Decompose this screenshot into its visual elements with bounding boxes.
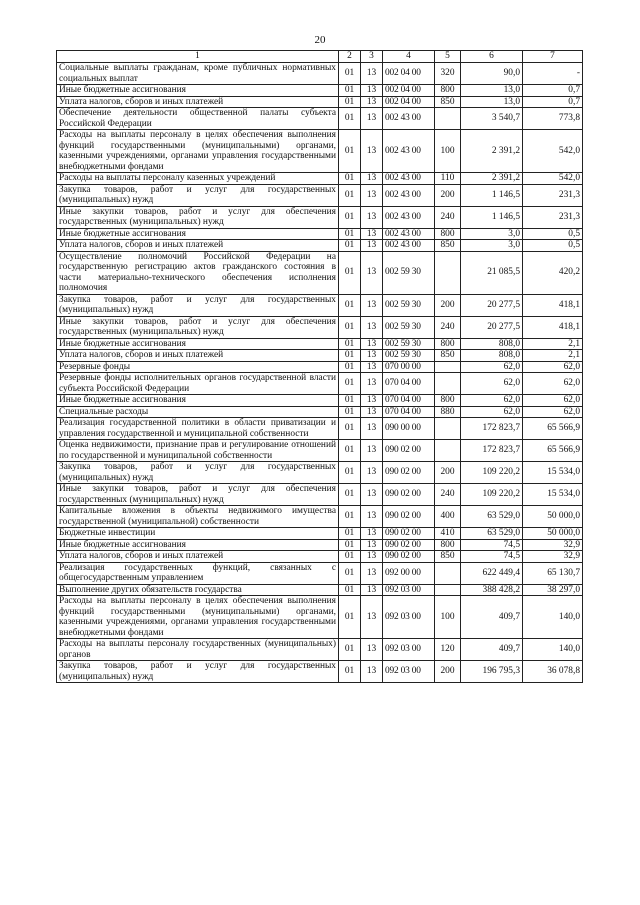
expense-type-code: 110 bbox=[435, 173, 461, 185]
subsection-code: 13 bbox=[361, 406, 383, 418]
amount-col7: 50 000,0 bbox=[523, 506, 583, 528]
section-code: 01 bbox=[339, 63, 361, 85]
row-name: Уплата налогов, сборов и иных платежей bbox=[57, 240, 339, 252]
target-article-code: 002 43 00 bbox=[383, 228, 435, 240]
section-code: 01 bbox=[339, 184, 361, 206]
table-row bbox=[57, 338, 583, 350]
amount-col6: 13,0 bbox=[461, 85, 523, 97]
amount-col7: 773,8 bbox=[523, 108, 583, 130]
row-name: Оценка недвижимости, признание прав и регулирование отношений по государственной и муниципальной собственности bbox=[57, 440, 339, 462]
table-row bbox=[57, 406, 583, 418]
section-code: 01 bbox=[339, 528, 361, 540]
section-code: 01 bbox=[339, 361, 361, 373]
row-name: Резервные фонды исполнительных органов государственной власти субъекта Российской Федерации bbox=[57, 373, 339, 395]
subsection-code: 13 bbox=[361, 130, 383, 173]
row-name: Иные бюджетные ассигнования bbox=[57, 395, 339, 407]
row-name: Бюджетные инвестиции bbox=[57, 528, 339, 540]
row-name: Уплата налогов, сборов и иных платежей bbox=[57, 551, 339, 563]
subsection-code: 13 bbox=[361, 338, 383, 350]
amount-col7: 140,0 bbox=[523, 639, 583, 661]
subsection-code: 13 bbox=[361, 294, 383, 316]
section-code: 01 bbox=[339, 206, 361, 228]
row-name: Расходы на выплаты персоналу в целях обеспечения выполнения функций государственными (муниципальными) органами, казенными учреждениями, органами управления государственными внебюджетными фондами bbox=[57, 596, 339, 639]
expense-type-code bbox=[435, 584, 461, 596]
expense-type-code: 100 bbox=[435, 130, 461, 173]
subsection-code: 13 bbox=[361, 551, 383, 563]
amount-col7: 65 566,9 bbox=[523, 440, 583, 462]
amount-col6: 1 146,5 bbox=[461, 184, 523, 206]
section-code: 01 bbox=[339, 228, 361, 240]
section-code: 01 bbox=[339, 584, 361, 596]
expense-type-code bbox=[435, 562, 461, 584]
row-name: Социальные выплаты гражданам, кроме публичных нормативных социальных выплат bbox=[57, 63, 339, 85]
target-article-code: 090 02 00 bbox=[383, 506, 435, 528]
section-code: 01 bbox=[339, 96, 361, 108]
section-code: 01 bbox=[339, 506, 361, 528]
amount-col6: 62,0 bbox=[461, 361, 523, 373]
target-article-code: 090 02 00 bbox=[383, 462, 435, 484]
expense-type-code: 240 bbox=[435, 316, 461, 338]
amount-col6: 409,7 bbox=[461, 639, 523, 661]
target-article-code: 090 02 00 bbox=[383, 539, 435, 551]
row-name: Выполнение других обязательств государства bbox=[57, 584, 339, 596]
column-header: 4 bbox=[383, 51, 435, 63]
expense-type-code: 850 bbox=[435, 350, 461, 362]
table-row bbox=[57, 395, 583, 407]
row-name: Специальные расходы bbox=[57, 406, 339, 418]
section-code: 01 bbox=[339, 373, 361, 395]
amount-col6: 388 428,2 bbox=[461, 584, 523, 596]
amount-col7: 15 534,0 bbox=[523, 484, 583, 506]
amount-col6: 409,7 bbox=[461, 596, 523, 639]
section-code: 01 bbox=[339, 539, 361, 551]
amount-col6: 622 449,4 bbox=[461, 562, 523, 584]
expense-type-code: 880 bbox=[435, 406, 461, 418]
target-article-code: 002 04 00 bbox=[383, 96, 435, 108]
target-article-code: 090 02 00 bbox=[383, 440, 435, 462]
table-row bbox=[57, 85, 583, 97]
section-code: 01 bbox=[339, 484, 361, 506]
subsection-code: 13 bbox=[361, 596, 383, 639]
target-article-code: 002 04 00 bbox=[383, 63, 435, 85]
amount-col6: 172 823,7 bbox=[461, 440, 523, 462]
expense-type-code: 200 bbox=[435, 462, 461, 484]
subsection-code: 13 bbox=[361, 506, 383, 528]
amount-col6: 20 277,5 bbox=[461, 294, 523, 316]
expense-type-code: 850 bbox=[435, 551, 461, 563]
section-code: 01 bbox=[339, 395, 361, 407]
table-row bbox=[57, 506, 583, 528]
section-code: 01 bbox=[339, 130, 361, 173]
amount-col6: 172 823,7 bbox=[461, 418, 523, 440]
table-row bbox=[57, 373, 583, 395]
section-code: 01 bbox=[339, 551, 361, 563]
subsection-code: 13 bbox=[361, 63, 383, 85]
table-row bbox=[57, 130, 583, 173]
target-article-code: 092 03 00 bbox=[383, 584, 435, 596]
section-code: 01 bbox=[339, 440, 361, 462]
row-name: Расходы на выплаты персоналу казенных учреждений bbox=[57, 173, 339, 185]
table-row bbox=[57, 551, 583, 563]
amount-col7: 62,0 bbox=[523, 395, 583, 407]
expense-type-code: 400 bbox=[435, 506, 461, 528]
table-row bbox=[57, 418, 583, 440]
target-article-code: 002 59 30 bbox=[383, 316, 435, 338]
section-code: 01 bbox=[339, 251, 361, 294]
amount-col7: 2,1 bbox=[523, 350, 583, 362]
table-header-row bbox=[57, 51, 583, 63]
expense-type-code: 200 bbox=[435, 184, 461, 206]
amount-col7: 50 000,0 bbox=[523, 528, 583, 540]
subsection-code: 13 bbox=[361, 184, 383, 206]
row-name: Иные бюджетные ассигнования bbox=[57, 338, 339, 350]
amount-col6: 63 529,0 bbox=[461, 528, 523, 540]
expense-type-code: 240 bbox=[435, 484, 461, 506]
target-article-code: 090 02 00 bbox=[383, 528, 435, 540]
row-name: Иные бюджетные ассигнования bbox=[57, 85, 339, 97]
table-row bbox=[57, 228, 583, 240]
target-article-code: 092 03 00 bbox=[383, 661, 435, 683]
expense-type-code bbox=[435, 418, 461, 440]
amount-col6: 808,0 bbox=[461, 338, 523, 350]
table-row bbox=[57, 316, 583, 338]
table-row bbox=[57, 184, 583, 206]
table-row bbox=[57, 96, 583, 108]
subsection-code: 13 bbox=[361, 251, 383, 294]
column-header: 6 bbox=[461, 51, 523, 63]
subsection-code: 13 bbox=[361, 661, 383, 683]
column-header: 5 bbox=[435, 51, 461, 63]
amount-col7: 140,0 bbox=[523, 596, 583, 639]
target-article-code: 070 04 00 bbox=[383, 395, 435, 407]
amount-col7: 38 297,0 bbox=[523, 584, 583, 596]
subsection-code: 13 bbox=[361, 539, 383, 551]
section-code: 01 bbox=[339, 661, 361, 683]
target-article-code: 090 02 00 bbox=[383, 551, 435, 563]
table-row bbox=[57, 108, 583, 130]
column-header: 2 bbox=[339, 51, 361, 63]
table-row bbox=[57, 240, 583, 252]
subsection-code: 13 bbox=[361, 206, 383, 228]
row-name: Резервные фонды bbox=[57, 361, 339, 373]
target-article-code: 070 00 00 bbox=[383, 361, 435, 373]
expense-type-code: 200 bbox=[435, 661, 461, 683]
section-code: 01 bbox=[339, 462, 361, 484]
table-row bbox=[57, 462, 583, 484]
row-name: Уплата налогов, сборов и иных платежей bbox=[57, 350, 339, 362]
row-name: Расходы на выплаты персоналу в целях обеспечения выполнения функций государственными (муниципальными) органами, казенными учреждениями, органами управления государственными внебюджетными фондами bbox=[57, 130, 339, 173]
target-article-code: 092 00 00 bbox=[383, 562, 435, 584]
table-row bbox=[57, 350, 583, 362]
row-name: Закупка товаров, работ и услуг для государственных (муниципальных) нужд bbox=[57, 184, 339, 206]
row-name: Капитальные вложения в объекты недвижимого имущества государственной (муниципальной) собственности bbox=[57, 506, 339, 528]
amount-col7: 0,5 bbox=[523, 240, 583, 252]
amount-col7: 418,1 bbox=[523, 316, 583, 338]
table-row bbox=[57, 173, 583, 185]
amount-col6: 196 795,3 bbox=[461, 661, 523, 683]
table-row bbox=[57, 639, 583, 661]
amount-col7: 32,9 bbox=[523, 551, 583, 563]
section-code: 01 bbox=[339, 240, 361, 252]
expense-type-code: 100 bbox=[435, 596, 461, 639]
amount-col7: 62,0 bbox=[523, 361, 583, 373]
row-name: Иные закупки товаров, работ и услуг для обеспечения государственных (муниципальных) нужд bbox=[57, 316, 339, 338]
subsection-code: 13 bbox=[361, 440, 383, 462]
expense-type-code: 800 bbox=[435, 338, 461, 350]
amount-col6: 808,0 bbox=[461, 350, 523, 362]
subsection-code: 13 bbox=[361, 373, 383, 395]
amount-col7: 542,0 bbox=[523, 130, 583, 173]
amount-col6: 21 085,5 bbox=[461, 251, 523, 294]
amount-col6: 63 529,0 bbox=[461, 506, 523, 528]
amount-col7: 62,0 bbox=[523, 373, 583, 395]
subsection-code: 13 bbox=[361, 484, 383, 506]
target-article-code: 070 04 00 bbox=[383, 406, 435, 418]
amount-col7: 2,1 bbox=[523, 338, 583, 350]
column-header: 7 bbox=[523, 51, 583, 63]
target-article-code: 002 43 00 bbox=[383, 173, 435, 185]
amount-col7: 542,0 bbox=[523, 173, 583, 185]
expense-type-code bbox=[435, 251, 461, 294]
amount-col6: 13,0 bbox=[461, 96, 523, 108]
table-row bbox=[57, 596, 583, 639]
amount-col6: 3 540,7 bbox=[461, 108, 523, 130]
expense-type-code: 200 bbox=[435, 294, 461, 316]
amount-col6: 1 146,5 bbox=[461, 206, 523, 228]
table-row bbox=[57, 484, 583, 506]
target-article-code: 002 43 00 bbox=[383, 206, 435, 228]
amount-col6: 90,0 bbox=[461, 63, 523, 85]
subsection-code: 13 bbox=[361, 462, 383, 484]
row-name: Уплата налогов, сборов и иных платежей bbox=[57, 96, 339, 108]
subsection-code: 13 bbox=[361, 584, 383, 596]
subsection-code: 13 bbox=[361, 96, 383, 108]
subsection-code: 13 bbox=[361, 562, 383, 584]
amount-col6: 2 391,2 bbox=[461, 173, 523, 185]
target-article-code: 002 59 30 bbox=[383, 294, 435, 316]
expense-type-code: 320 bbox=[435, 63, 461, 85]
expense-type-code: 800 bbox=[435, 228, 461, 240]
expense-type-code bbox=[435, 361, 461, 373]
target-article-code: 002 43 00 bbox=[383, 240, 435, 252]
section-code: 01 bbox=[339, 418, 361, 440]
target-article-code: 002 59 30 bbox=[383, 338, 435, 350]
subsection-code: 13 bbox=[361, 240, 383, 252]
section-code: 01 bbox=[339, 294, 361, 316]
amount-col6: 62,0 bbox=[461, 373, 523, 395]
expense-type-code bbox=[435, 373, 461, 395]
amount-col7: - bbox=[523, 63, 583, 85]
row-name: Иные бюджетные ассигнования bbox=[57, 539, 339, 551]
section-code: 01 bbox=[339, 406, 361, 418]
amount-col7: 420,2 bbox=[523, 251, 583, 294]
row-name: Иные закупки товаров, работ и услуг для обеспечения государственных (муниципальных) нужд bbox=[57, 484, 339, 506]
amount-col7: 32,9 bbox=[523, 539, 583, 551]
expense-type-code: 800 bbox=[435, 85, 461, 97]
target-article-code: 002 59 30 bbox=[383, 251, 435, 294]
section-code: 01 bbox=[339, 173, 361, 185]
expense-type-code bbox=[435, 440, 461, 462]
row-name: Закупка товаров, работ и услуг для государственных (муниципальных) нужд bbox=[57, 661, 339, 683]
subsection-code: 13 bbox=[361, 639, 383, 661]
table-row bbox=[57, 562, 583, 584]
row-name: Реализация государственных функций, связанных с общегосударственным управлением bbox=[57, 562, 339, 584]
table-body bbox=[57, 63, 583, 683]
amount-col7: 0,5 bbox=[523, 228, 583, 240]
page-number: 20 bbox=[314, 34, 326, 46]
section-code: 01 bbox=[339, 108, 361, 130]
subsection-code: 13 bbox=[361, 395, 383, 407]
target-article-code: 090 02 00 bbox=[383, 484, 435, 506]
target-article-code: 092 03 00 bbox=[383, 639, 435, 661]
section-code: 01 bbox=[339, 316, 361, 338]
amount-col6: 3,0 bbox=[461, 228, 523, 240]
target-article-code: 092 03 00 bbox=[383, 596, 435, 639]
amount-col7: 231,3 bbox=[523, 184, 583, 206]
expense-type-code: 850 bbox=[435, 96, 461, 108]
amount-col6: 109 220,2 bbox=[461, 462, 523, 484]
row-name: Иные закупки товаров, работ и услуг для обеспечения государственных (муниципальных) нужд bbox=[57, 206, 339, 228]
amount-col7: 62,0 bbox=[523, 406, 583, 418]
table-row bbox=[57, 206, 583, 228]
target-article-code: 002 04 00 bbox=[383, 85, 435, 97]
row-name: Обеспечение деятельности общественной палаты субъекта Российской Федерации bbox=[57, 108, 339, 130]
section-code: 01 bbox=[339, 639, 361, 661]
amount-col7: 0,7 bbox=[523, 85, 583, 97]
target-article-code: 002 43 00 bbox=[383, 108, 435, 130]
amount-col6: 109 220,2 bbox=[461, 484, 523, 506]
amount-col6: 2 391,2 bbox=[461, 130, 523, 173]
target-article-code: 090 00 00 bbox=[383, 418, 435, 440]
amount-col7: 65 130,7 bbox=[523, 562, 583, 584]
expense-type-code: 240 bbox=[435, 206, 461, 228]
amount-col6: 74,5 bbox=[461, 551, 523, 563]
subsection-code: 13 bbox=[361, 528, 383, 540]
expense-type-code: 800 bbox=[435, 395, 461, 407]
amount-col7: 15 534,0 bbox=[523, 462, 583, 484]
budget-table bbox=[56, 50, 583, 683]
row-name: Закупка товаров, работ и услуг для государственных (муниципальных) нужд bbox=[57, 294, 339, 316]
amount-col7: 0,7 bbox=[523, 96, 583, 108]
section-code: 01 bbox=[339, 85, 361, 97]
expense-type-code: 850 bbox=[435, 240, 461, 252]
amount-col7: 36 078,8 bbox=[523, 661, 583, 683]
section-code: 01 bbox=[339, 338, 361, 350]
amount-col6: 62,0 bbox=[461, 406, 523, 418]
section-code: 01 bbox=[339, 562, 361, 584]
table-row bbox=[57, 528, 583, 540]
target-article-code: 002 59 30 bbox=[383, 350, 435, 362]
table-row bbox=[57, 440, 583, 462]
section-code: 01 bbox=[339, 350, 361, 362]
table-row bbox=[57, 361, 583, 373]
subsection-code: 13 bbox=[361, 85, 383, 97]
row-name: Расходы на выплаты персоналу государственных (муниципальных) органов bbox=[57, 639, 339, 661]
table-row bbox=[57, 584, 583, 596]
amount-col6: 20 277,5 bbox=[461, 316, 523, 338]
amount-col7: 418,1 bbox=[523, 294, 583, 316]
column-header: 3 bbox=[361, 51, 383, 63]
row-name: Иные бюджетные ассигнования bbox=[57, 228, 339, 240]
target-article-code: 070 04 00 bbox=[383, 373, 435, 395]
expense-type-code: 410 bbox=[435, 528, 461, 540]
subsection-code: 13 bbox=[361, 350, 383, 362]
expense-type-code: 800 bbox=[435, 539, 461, 551]
row-name: Осуществление полномочий Российской Федерации на государственную регистрацию актов гражданского состояния в части материально-технического обеспечения исполнения полномочия bbox=[57, 251, 339, 294]
subsection-code: 13 bbox=[361, 361, 383, 373]
amount-col7: 231,3 bbox=[523, 206, 583, 228]
amount-col6: 74,5 bbox=[461, 539, 523, 551]
table-row bbox=[57, 251, 583, 294]
target-article-code: 002 43 00 bbox=[383, 130, 435, 173]
table-row bbox=[57, 294, 583, 316]
amount-col6: 62,0 bbox=[461, 395, 523, 407]
subsection-code: 13 bbox=[361, 228, 383, 240]
table-row bbox=[57, 539, 583, 551]
expense-type-code bbox=[435, 108, 461, 130]
subsection-code: 13 bbox=[361, 418, 383, 440]
subsection-code: 13 bbox=[361, 108, 383, 130]
expense-type-code: 120 bbox=[435, 639, 461, 661]
amount-col6: 3,0 bbox=[461, 240, 523, 252]
table-row bbox=[57, 63, 583, 85]
subsection-code: 13 bbox=[361, 173, 383, 185]
row-name: Реализация государственной политики в области приватизации и управления государственной и муниципальной собственности bbox=[57, 418, 339, 440]
section-code: 01 bbox=[339, 596, 361, 639]
subsection-code: 13 bbox=[361, 316, 383, 338]
column-header: 1 bbox=[57, 51, 339, 63]
table-row bbox=[57, 661, 583, 683]
target-article-code: 002 43 00 bbox=[383, 184, 435, 206]
amount-col7: 65 566,9 bbox=[523, 418, 583, 440]
row-name: Закупка товаров, работ и услуг для государственных (муниципальных) нужд bbox=[57, 462, 339, 484]
